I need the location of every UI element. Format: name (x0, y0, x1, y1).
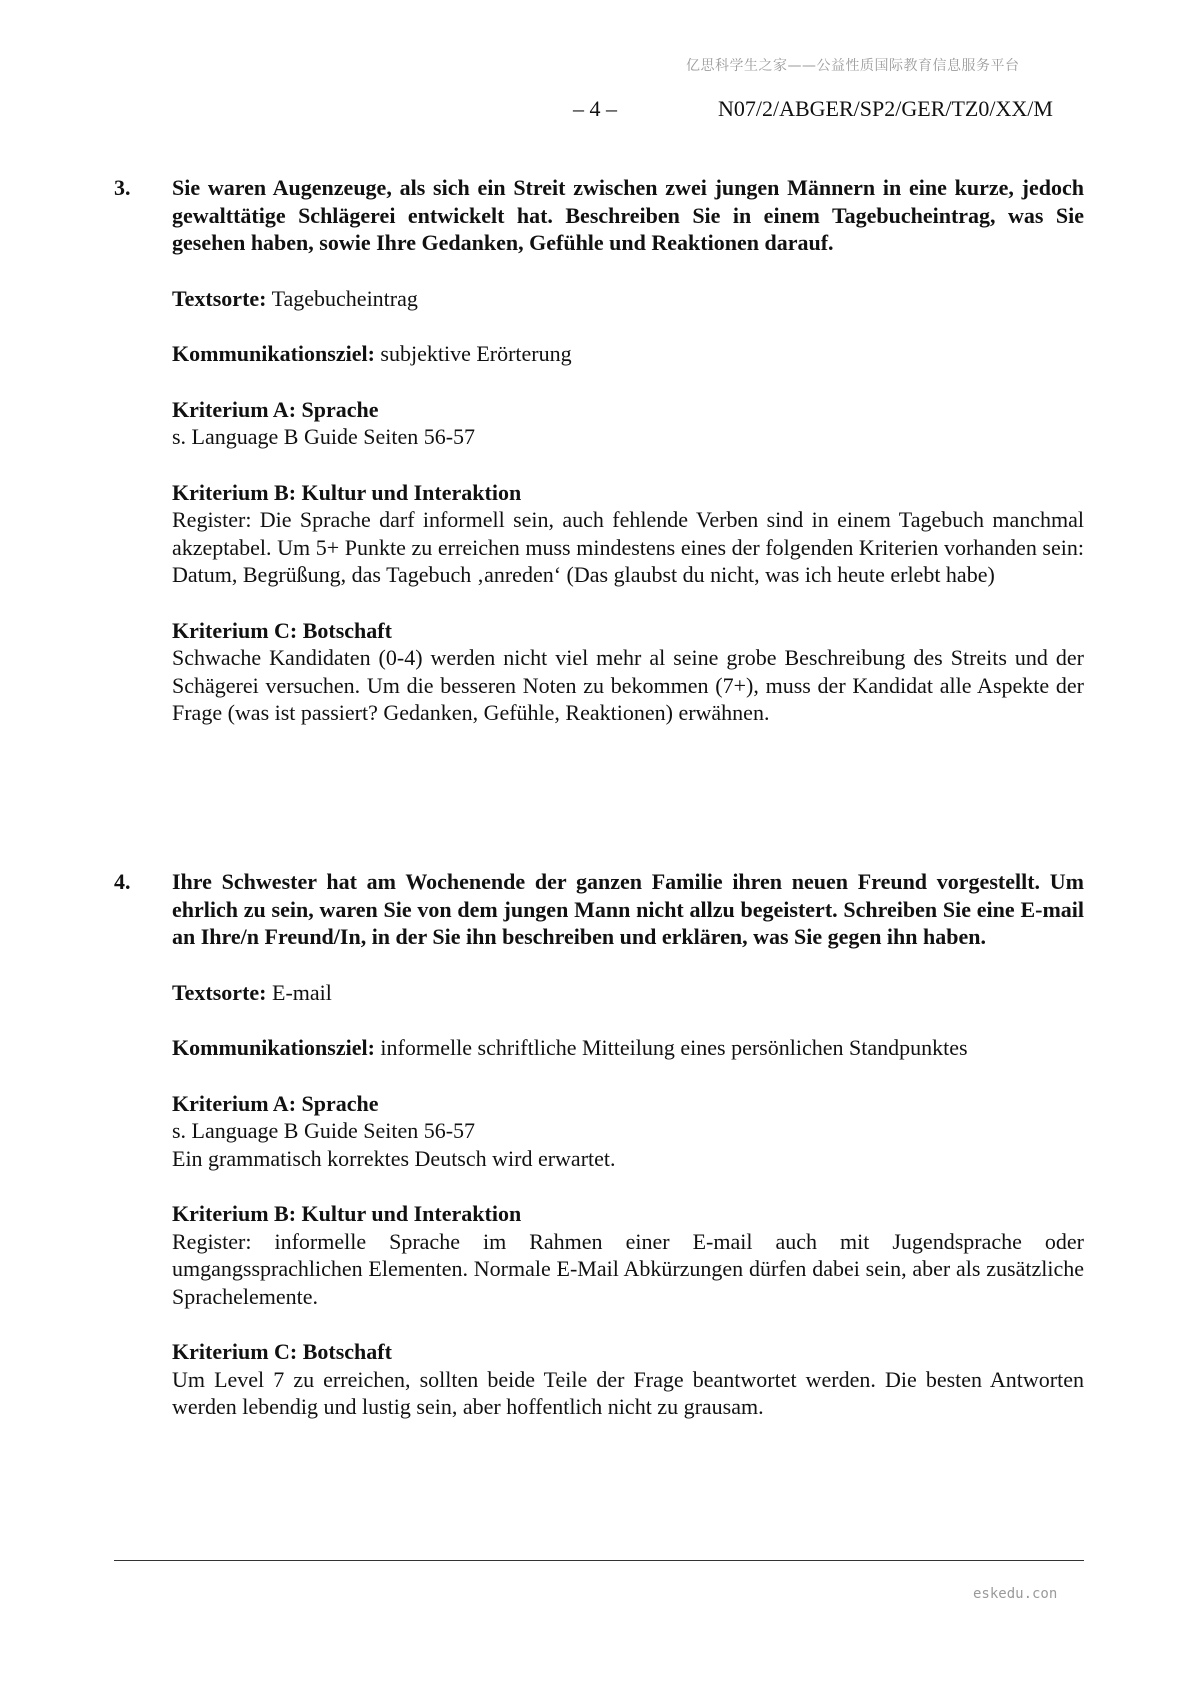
question-prompt: Sie waren Augenzeuge, als sich ein Streit zwischen zwei jungen Männern in eine kurze, jedoch gewalttätige Schlägerei entwickelt hat. Beschreiben Sie in einem Tagebucheintrag, was Sie gesehen haben, sowie Ihre Gedanken, Gefühle und Reaktionen darauf. (172, 175, 1084, 255)
criterion-c-title: Kriterium C: Botschaft (172, 1339, 392, 1364)
criterion-c (172, 1338, 1084, 1421)
criterion-a-title: Kriterium A: Sprache (172, 396, 379, 422)
question-4 (114, 868, 1084, 1421)
question-3-header (114, 174, 1084, 257)
criterion-a-body: s. Language B Guide Seiten 56-57 (172, 424, 476, 449)
criterion-b (172, 479, 1084, 589)
criterion-c-title: Kriterium C: Botschaft (172, 617, 392, 643)
criterion-b-title: Kriterium B: Kultur und Interaktion (172, 479, 522, 505)
criterion-a-body-line-1: s. Language B Guide Seiten 56-57 (172, 1118, 476, 1143)
watermark-top: 亿思科学生之家——公益性质国际教育信息服务平台 (686, 58, 1020, 74)
criterion-a (172, 396, 1084, 451)
footer-rule (114, 1560, 1084, 1561)
criterion-b-title: Kriterium B: Kultur und Interaktion (172, 1201, 522, 1226)
question-prompt: Ihre Schwester hat am Wochenende der ganzen Familie ihren neuen Freund vorgestellt. Um ehrlich zu sein, waren Sie von dem jungen Mann nicht allzu begeistert. Schreiben Sie eine E-mail an Ihre/n Freund/In, in der Sie ihn beschreiben und erklären, was Sie gegen ihn haben. (172, 869, 1084, 949)
criterion-a-title: Kriterium A: Sprache (172, 1090, 379, 1116)
question-number: 4. (114, 869, 131, 894)
criterion-b-body: Register: Die Sprache darf informell sein, auch fehlende Verben sind in einem Tagebuch manchmal akzeptabel. Um 5+ Punkte zu erreichen muss mindestens eines der folgenden Kriterien vorhanden sein: Datum, Begrüßung, das Tagebuch ‚anreden‘ (Das glaubst du nicht, was ich heute erlebt habe) (172, 507, 1084, 587)
textsorte-value: E-mail (266, 979, 332, 1005)
textsorte-value: Tagebucheintrag (266, 285, 418, 311)
question-3 (114, 174, 1084, 727)
question-number: 3. (114, 175, 131, 200)
criterion-c-body: Um Level 7 zu erreichen, sollten beide Teile der Frage beantwortet werden. Die besten Antworten werden lebendig und lustig sein, aber hoffentlich nicht zu grausam. (172, 1366, 1084, 1419)
page-header (0, 96, 1191, 126)
question-4-header (114, 868, 1084, 951)
textsorte (172, 979, 1084, 1007)
kommunikationsziel (172, 1034, 1084, 1062)
criterion-a (172, 1090, 1084, 1173)
kommunikationsziel (172, 340, 1084, 368)
textsorte (172, 285, 1084, 313)
criterion-a-body-line-2: Ein grammatisch korrektes Deutsch wird erwartet. (172, 1145, 616, 1171)
watermark-bottom: eskedu.con (973, 1586, 1058, 1602)
page-number: – 4 – (573, 96, 617, 121)
kommunikationsziel-value: informelle schriftliche Mitteilung eines persönlichen Standpunktes (374, 1035, 968, 1060)
kommunikationsziel-value: subjektive Erörterung (374, 341, 572, 366)
textsorte-label: Textsorte: (172, 285, 267, 311)
criterion-b (172, 1200, 1084, 1310)
kommunikationsziel-label: Kommunikationsziel: (172, 341, 375, 366)
criterion-c (172, 617, 1084, 727)
criterion-b-body: Register: informelle Sprache im Rahmen einer E-mail auch mit Jugendsprache oder umgangssprachlichen Elementen. Normale E-Mail Abkürzungen dürfen dabei sein, aber als zusätzliche Sprachelemente. (172, 1228, 1084, 1309)
document-code: N07/2/ABGER/SP2/GER/TZ0/XX/M (718, 96, 1053, 121)
kommunikationsziel-label: Kommunikationsziel: (172, 1035, 375, 1060)
criterion-c-body: Schwache Kandidaten (0-4) werden nicht viel mehr al seine grobe Beschreibung des Streits und der Schägerei versuchen. Um die besseren Noten zu bekommen (7+), muss der Kandidat alle Aspekte der Frage (was ist passiert? Gedanken, Gefühle, Reaktionen) erwähnen. (172, 645, 1084, 725)
textsorte-label: Textsorte: (172, 979, 267, 1005)
